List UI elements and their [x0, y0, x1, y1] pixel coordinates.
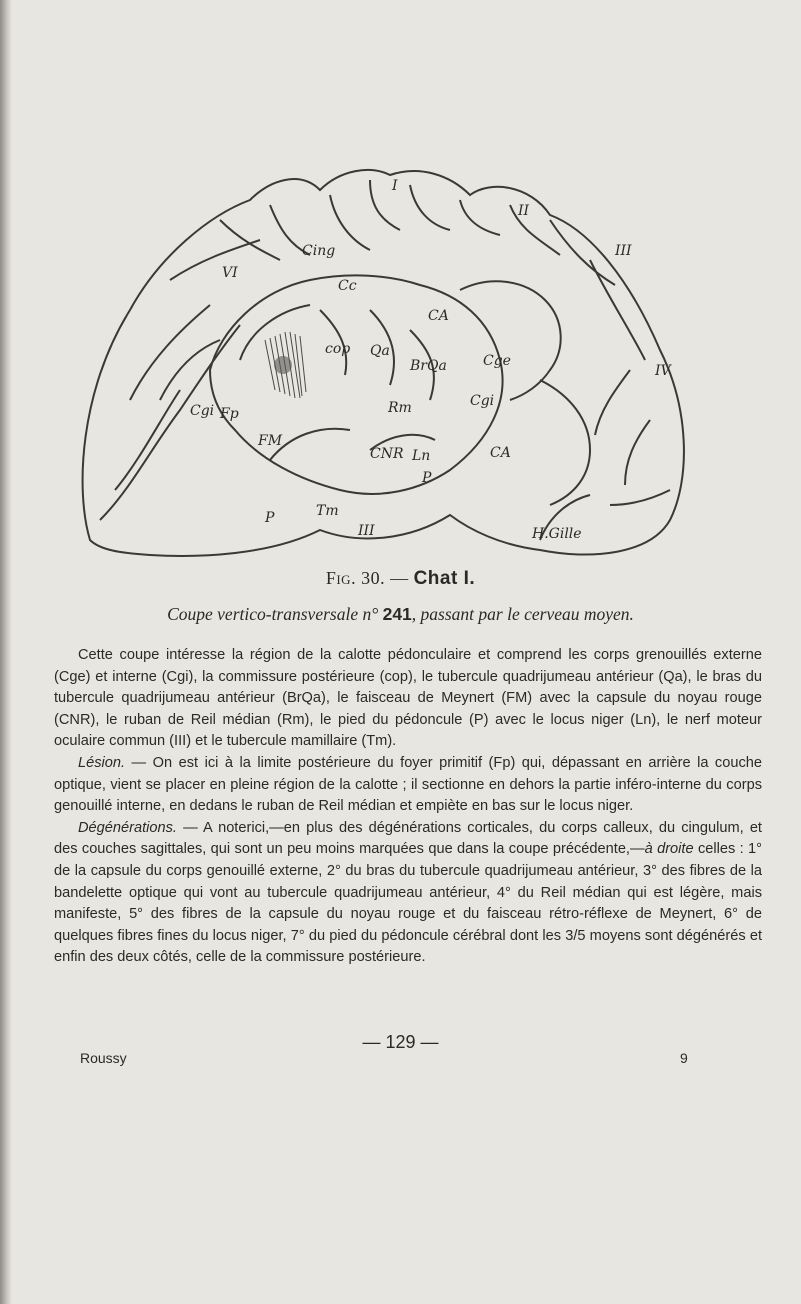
label-cing: Cing	[302, 243, 336, 259]
label-p-low: P	[265, 510, 275, 526]
subtitle-before: Coupe vertico-transversale n°	[167, 604, 379, 624]
label-tm: Tm	[316, 503, 339, 519]
label-iii-nerve: III	[358, 523, 375, 539]
body-text	[54, 645, 762, 969]
degenerations-text-b: celles : 1° de la capsule du corps genouillé externe, 2° du bras du tubercule quadrijumeau antérieur, 3° des fibres de la bandelette optique qui vont au tubercule quadrijumeau antérieur, 4° du Reil médian qui est légère, mais manifeste, 5° des fibres de la capsule du noyau rouge et du faisceau rétro-réflexe de Meynert, 6° de quelques fibres fines du locus niger, 7° du pied du pédoncule cérébral dont les 3/5 moyens sont dégénérés et enfin des deux côtés, celle de la commissure postérieure.	[54, 841, 763, 966]
label-vi: VI	[222, 265, 238, 281]
label-brqa: BrQa	[410, 358, 447, 374]
figure-caption	[0, 568, 801, 590]
brain-section-drawing	[70, 160, 740, 560]
mesencephalon	[210, 275, 503, 494]
label-cgi-right: Cgi	[470, 393, 495, 409]
subtitle-after: , passant par le cerveau moyen.	[411, 604, 634, 624]
label-IV: IV	[655, 363, 671, 379]
label-hgille: H.Gille	[532, 526, 582, 542]
label-rm: Rm	[388, 400, 412, 416]
label-p-mid: P	[422, 470, 432, 486]
paragraph-description: Cette coupe intéresse la région de la calotte pédonculaire et comprend les corps grenouillés externe (Cge) et interne (Cgi), la commissure postérieure (cop), le tubercule quadrijumeau antérieur (Qa), le bras du tubercule quadrijumeau antérieur (BrQa), le faisceau de Meynert (FM) avec la capsule du noyau rouge (CNR), le ruban de Reil médian (Rm), le pied du pédoncule (P) avec le locus niger (Ln), le nerf moteur oculaire commun (III) et le tubercule mamillaire (Tm).	[54, 647, 762, 750]
paragraph-lesion	[54, 753, 762, 818]
label-cop: cop	[325, 341, 351, 357]
page-binding-edge	[0, 0, 12, 1304]
label-ca-right: CA	[490, 445, 511, 461]
subtitle-number: 241	[382, 604, 412, 624]
lesion-core	[274, 356, 292, 374]
section-subtitle	[0, 604, 801, 625]
paragraph-degenerations	[54, 818, 762, 969]
lesion-heading: Lésion.	[78, 754, 126, 771]
degenerations-heading: Dégénérations.	[78, 819, 177, 836]
sheet-signature: 9	[680, 1050, 688, 1066]
figure-title: Chat I.	[413, 568, 476, 589]
label-III: III	[615, 243, 632, 259]
top-gyri	[330, 180, 645, 360]
label-fp: Fp	[220, 406, 239, 422]
label-cgi-left: Cgi	[190, 403, 215, 419]
label-ca-top: CA	[428, 308, 449, 324]
figure-number: Fig. 30.	[325, 568, 386, 588]
right-lobe-inner	[540, 380, 590, 505]
label-cc: Cc	[338, 278, 357, 294]
label-II: II	[518, 203, 530, 219]
label-qa: Qa	[370, 343, 390, 359]
degenerations-text-a: — A noterici,—en plus des dégénérations corticales, du corps calleux, du cingulum, et des couches sagittales, qui sont un peu moins marquées que dans la coupe précédente,—	[54, 819, 762, 858]
figure-dash: —	[390, 568, 409, 588]
label-cge: Cge	[483, 353, 511, 369]
author-signature: Roussy	[80, 1050, 127, 1066]
label-cnr: CNR	[370, 446, 404, 462]
page-number: — 129 —	[362, 1032, 439, 1052]
degenerations-italic: à droite	[644, 841, 694, 858]
label-ln: Ln	[412, 448, 431, 464]
lesion-text: — On est ici à la limite postérieure du foyer primitif (Fp) qui, dépassant en arrière la couche optique, vient se placer en pleine région de la calotte ; il sectionne en dehors la partie inféro-interne du corps genouillé interne, en dedans le ruban de Reil médian et empiète en bas sur le locus niger.	[54, 754, 762, 815]
right-gyri	[540, 370, 670, 540]
brain-section-figure	[70, 160, 740, 560]
label-fm: FM	[258, 433, 283, 449]
label-I: I	[392, 178, 398, 194]
outer-contour	[83, 170, 684, 556]
